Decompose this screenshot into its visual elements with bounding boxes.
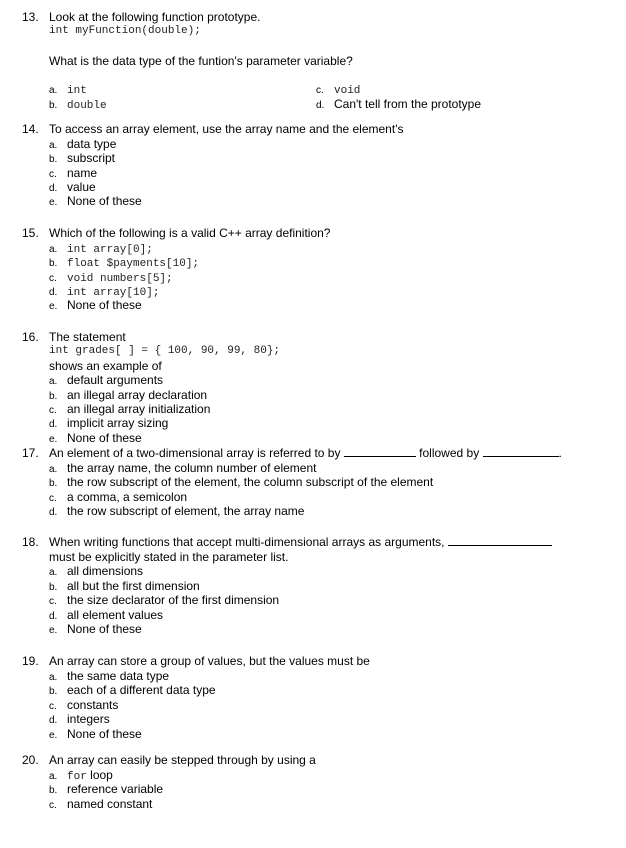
option-b[interactable]: b. subscript: [49, 151, 116, 165]
option-d[interactable]: d. Can't tell from the prototype: [316, 97, 482, 111]
option-a[interactable]: a. default arguments: [49, 373, 164, 387]
code-snippet: int myFunction(double);: [49, 25, 201, 37]
option-d[interactable]: d. implicit array sizing: [49, 416, 169, 430]
option-c[interactable]: c. the size declarator of the first dimension: [49, 593, 280, 607]
answer-blank[interactable]: [448, 535, 552, 546]
question-number: 18.: [22, 535, 39, 549]
question-stem: To access an array element, use the array name and the element's: [49, 122, 404, 136]
option-d[interactable]: d. int array[10];: [49, 287, 160, 299]
question-stem: [49, 446, 562, 460]
answer-blank[interactable]: [483, 446, 559, 457]
option-e[interactable]: e. None of these: [49, 727, 142, 741]
option-b[interactable]: b. the row subscript of the element, the column subscript of the element: [49, 475, 434, 489]
option-a[interactable]: a. int array[0];: [49, 244, 153, 256]
option-b[interactable]: b. double: [49, 100, 107, 112]
option-e[interactable]: e. None of these: [49, 622, 142, 636]
question-number: 17.: [22, 446, 39, 460]
option-c[interactable]: c. constants: [49, 698, 119, 712]
option-a[interactable]: a. the same data type: [49, 669, 170, 683]
option-a[interactable]: a. the array name, the column number of element: [49, 461, 317, 475]
option-b[interactable]: b. each of a different data type: [49, 683, 216, 697]
question-stem: The statement: [49, 330, 126, 344]
option-b[interactable]: b. all but the first dimension: [49, 579, 200, 593]
option-c[interactable]: c. a comma, a semicolon: [49, 490, 188, 504]
option-d[interactable]: d. the row subscript of element, the array name: [49, 504, 305, 518]
question-stem: When writing functions that accept multi-dimensional arrays as arguments,: [49, 535, 552, 549]
option-a[interactable]: a. for loop: [49, 768, 113, 783]
question-stem-end: .: [558, 446, 562, 460]
question-number: 19.: [22, 654, 39, 668]
option-b[interactable]: b. reference variable: [49, 782, 164, 796]
question-number: 15.: [22, 226, 39, 240]
option-b[interactable]: b. float $payments[10];: [49, 258, 200, 270]
option-e[interactable]: e. None of these: [49, 431, 142, 445]
option-d[interactable]: d. all element values: [49, 608, 164, 622]
option-e[interactable]: e. None of these: [49, 298, 142, 312]
answer-blank[interactable]: [344, 446, 416, 457]
option-b[interactable]: b. an illegal array declaration: [49, 388, 208, 402]
question-stem-continued: must be explicitly stated in the parameter list.: [49, 550, 289, 564]
option-e[interactable]: e. None of these: [49, 194, 142, 208]
option-c[interactable]: c. void numbers[5];: [49, 273, 173, 285]
code-snippet: int grades[ ] = { 100, 90, 99, 80};: [49, 345, 281, 357]
option-a[interactable]: a. all dimensions: [49, 564, 144, 578]
question-stem: Which of the following is a valid C++ array definition?: [49, 226, 331, 240]
question-stem: An array can store a group of values, but the values must be: [49, 654, 370, 668]
option-c[interactable]: c. an illegal array initialization: [49, 402, 211, 416]
question-tail: shows an example of: [49, 359, 162, 373]
option-a[interactable]: a. data type: [49, 137, 117, 151]
question-stem: Look at the following function prototype.: [49, 10, 261, 24]
question-text: What is the data type of the funtion's parameter variable?: [49, 54, 353, 68]
question-number: 13.: [22, 10, 39, 24]
option-a[interactable]: a. int: [49, 85, 87, 97]
question-stem-part-1: An element of a two-dimensional array is referred to by: [49, 446, 341, 460]
question-stem-part-2: followed by: [419, 446, 480, 460]
option-c[interactable]: c. named constant: [49, 797, 153, 811]
question-number: 20.: [22, 753, 39, 767]
option-c[interactable]: c. name: [49, 166, 98, 180]
option-d[interactable]: d. value: [49, 180, 96, 194]
option-c[interactable]: c. void: [316, 85, 361, 97]
option-d[interactable]: d. integers: [49, 712, 110, 726]
question-number: 14.: [22, 122, 39, 136]
question-stem: An array can easily be stepped through by using a: [49, 753, 316, 767]
question-number: 16.: [22, 330, 39, 344]
